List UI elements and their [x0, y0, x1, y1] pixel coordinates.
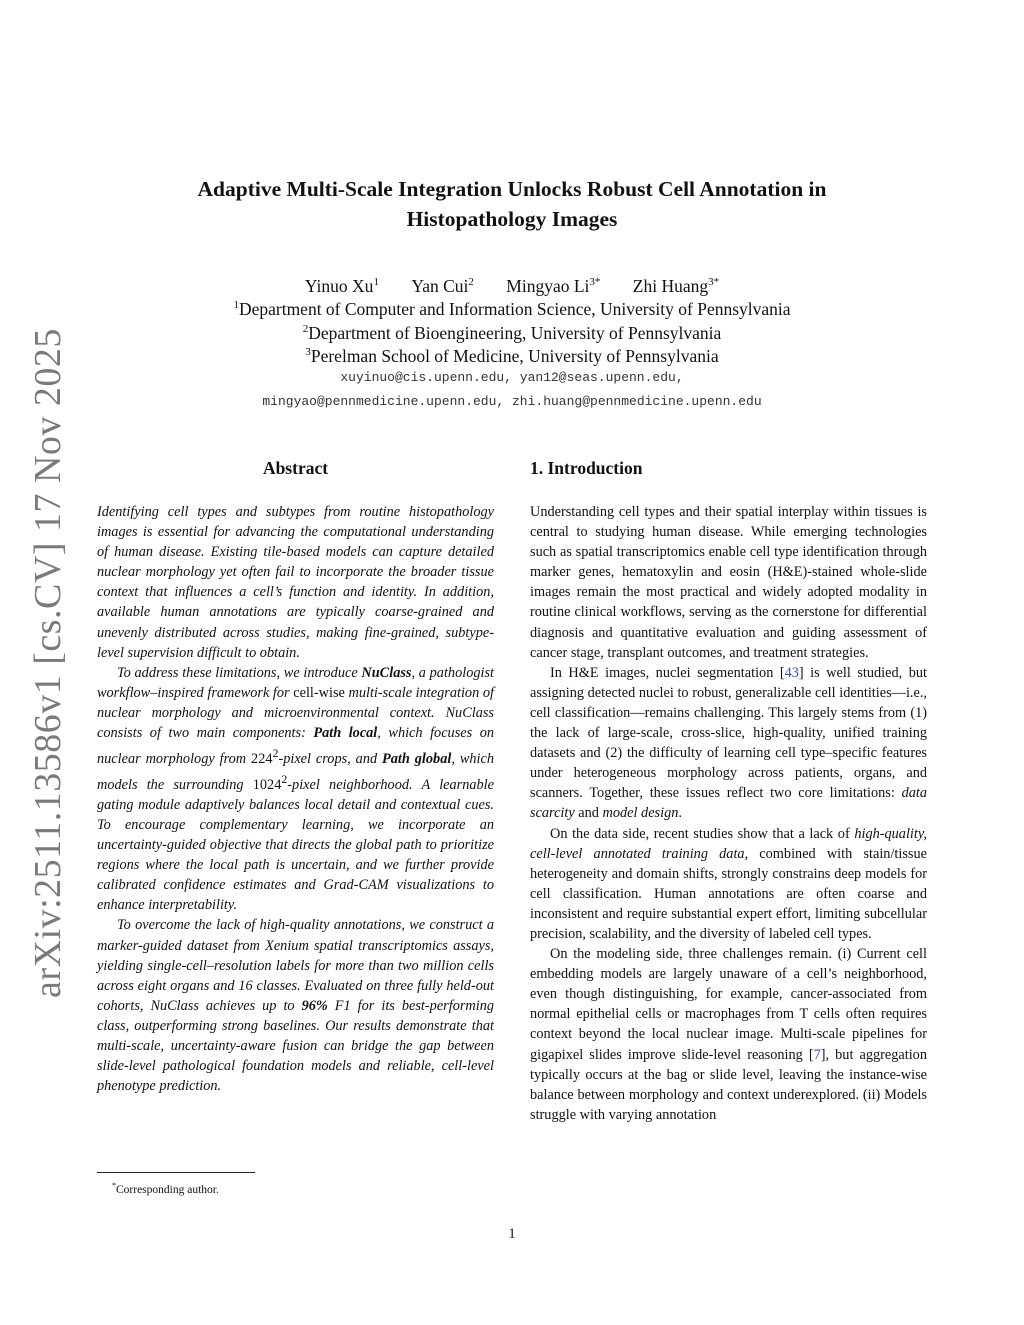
author-name: Zhi Huang$^{3*}$: [632, 275, 720, 296]
paper-title: [120, 174, 904, 234]
affiliation: $^3$Perelman School of Medicine, University of Pennsylvania: [305, 345, 719, 366]
introduction-paragraph: On the data side, recent studies show that a lack of high-quality, cell-level annotated training data, combined with stain/tissue heterogeneity and domain shifts, strongly constrains deep models for cell classification. Human annotations are often coarse and inconsistent and require substantial expert effort, limiting subcellular precision, scalability, and the diversity of labeled cell types.: [530, 825, 927, 942]
abstract-paragraph: To address these limitations, we introduce NuClass, a pathologist workflow–inspired framework for cell-wise multi-scale integration of nuclear morphology and microenvironmental context. NuClass consists of two main components: Path local, which focuses on nuclear morphology from $224^2$-pixel crops, and Path global, which models the surrounding 1024$^2$-pixel neighborhood. A learnable gating module adaptively balances local detail and contextual cues. To encourage complementary learning, we incorporate an uncertainty-guided objective that directs the global path to prioritize regions where the local path is uncertain, and we further provide calibrated confidence estimates and Grad-CAM visualizations to enhance interpretability.: [97, 664, 494, 914]
introduction-paragraph: Understanding cell types and their spatial interplay within tissues is central to studying human disease. While emerging technologies such as spatial transcriptomics enable cell type identification through marker genes, hematoxylin and eosin (H&E)-stained whole-slide images remain the most practical and widely adopted modality in routine clinical workflows, serving as the cornerstone for differential diagnosis and quantitative evaluation and guiding assessment of cancer stage, transplant outcomes, and treatment strategies.: [530, 504, 927, 661]
citation-link[interactable]: 7: [813, 1046, 821, 1063]
author-name: Mingyao $Li^{3*}$: [506, 275, 601, 296]
email-line: xuyinuo@cis.upenn.edu, yan12@seas.upenn.edu,: [340, 370, 684, 385]
footnote-divider: [97, 1172, 255, 1173]
introduction-paragraph: In H&E images, nuclei segmentation [43] is well studied, but assigning detected nuclei to robust, generalizable cell identities—i.e., cell classification—remains challenging. This largely stems from (1) the lack of large-scale, cross-slice, high-quality, unified training datasets and (2) the difficulty of learning cell type–specific features under heterogeneous morphology across patients, organs, and scanners. Together, these issues reflect two core limitations: data scarcity and model design.: [530, 664, 927, 822]
email-line: mingyao@pennmedicine.upenn.edu, zhi.huang@pennmedicine.upenn.edu: [262, 394, 762, 409]
affiliation: $^1$Department of Computer and Information Science, University of Pennsylvania: [233, 298, 791, 319]
abstract-heading: Abstract: [262, 458, 329, 478]
footnote: *Corresponding author.: [112, 1181, 219, 1196]
abstract-section: [97, 456, 494, 1096]
paper-title-line-1: Adaptive Multi-Scale Integration Unlocks Robust Cell Annotation in: [197, 177, 827, 201]
citation-link[interactable]: 43: [784, 664, 799, 681]
abstract-paragraph: To overcome the lack of high-quality annotations, we construct a marker-guided dataset from Xenium spatial transcriptomics assays, yielding single-cell–resolution labels for more than two million cells across eight organs and 16 classes. Evaluated on three fully held-out cohorts, NuClass achieves up to 96% F1 for its best-performing class, outperforming strong baselines. Our results demonstrate that multi-scale, uncertainty-aware fusion can bridge the gap between slide-level pathological foundation models and reliable, cell-level phenotype prediction.: [97, 917, 495, 1095]
abstract-paragraph: Identifying cell types and subtypes from routine histopathology images is essential for advancing the computational understanding of human disease. Existing tile-based models can capture detailed nuclear morphology yet often fail to incorporate the broader tissue context that influences a cell’s function and identity. In addition, available human annotations are typically coarse-grained and unevenly distributed across studies, making fine-grained, subtype-level supervision difficult to obtain.: [97, 504, 494, 661]
author-name: Yan Cui$^2$: [411, 275, 474, 296]
method-name: NuClass: [361, 664, 412, 681]
paper-title-line-2: Histopathology Images: [406, 207, 618, 231]
introduction-heading: 1. Introduction: [530, 458, 643, 478]
page-number: 1: [508, 1226, 516, 1242]
introduction-paragraph: On the modeling side, three challenges remain. (i) Current cell embedding models are largely unaware of a cell’s neighborhood, even though distinguishing, for example, cancer-associated from normal epithelial cells or macrophages from T cells often requires context beyond the local nuclear image. Multi-scale pipelines for gigapixel slides improve slide-level reasoning [7], but aggregation typically occurs at the bag or slide level, leaving the instance-wise balance between morphology and context underexplored. (ii) Models struggle with varying annotation: [530, 946, 927, 1123]
arxiv-identifier-stamp: arXiv:2511.13586v1 [cs.CV] 17 Nov 2025: [27, 328, 69, 998]
introduction-section: [530, 456, 927, 1125]
affiliation: $^2$Department of Bioengineering, University of Pennsylvania: [302, 322, 722, 343]
author-name: Yinuo Xu$^1$: [304, 275, 379, 296]
